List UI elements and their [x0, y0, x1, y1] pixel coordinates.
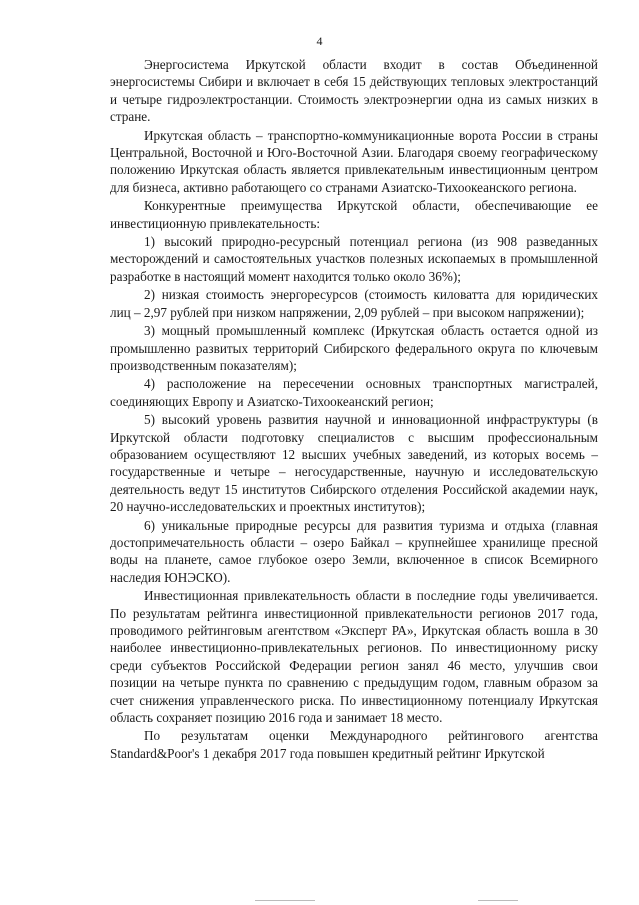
- scan-edge-mark: [478, 900, 518, 901]
- list-item-tourism: 6) уникальные природные ресурсы для развития туризма и отдыха (главная достопримечательность области – озеро Байкал – крупнейшее хранилище пресной воды на планете, самое глубокое озеро Земли, включенное в список Всемирного наследия ЮНЭСКО).: [110, 517, 598, 585]
- list-item-science: 5) высокий уровень развития научной и инновационной инфраструктуры (в Иркутской области подготовку специалистов с высшим профессиональным образованием осуществляют 12 высших учебных заведений, из которых восемь – государственные и четыре – негосударственные, научную и исследовательскую деятельность ведут 15 институтов Сибирского отделения Российской академии наук, 20 научно-исследовательских и проектных институтов);: [110, 412, 598, 515]
- page-number: 4: [316, 34, 323, 48]
- paragraph-investment-rating: Инвестиционная привлекательность области в последние годы увеличивается. По результатам рейтинга инвестиционной привлекательности регионов 2017 года, проводимого рейтинговым агентством «Эксперт РА», Иркутская область вошла в 30 наиболее инвестиционно-привлекательных регионов. По инвестиционному риску среди субъектов Российской Федерации регион занял 46 место, улучшив свои позиции на четыре пункта по сравнению с предыдущим годом, главным образом за счет снижения управленческого риска. По инвестиционному потенциалу Иркутская область сохраняет позицию 2016 года и занимает 18 место.: [110, 588, 598, 726]
- list-item-industry: 3) мощный промышленный комплекс (Иркутская область остается одной из промышленно развитых территорий Сибирского федерального округа по ключевым производственным показателям);: [110, 323, 598, 373]
- paragraph-credit-rating: По результатам оценки Международного рейтингового агентства Standard&Poor's 1 декабря 2017 года повышен кредитный рейтинг Иркутской: [110, 728, 598, 761]
- paragraph-transport-gateway: Иркутская область – транспортно-коммуникационные ворота России в страны Центральной, Восточной и Юго-Восточной Азии. Благодаря своему географическому положению Иркутская область является привлекательным инвестиционным центром для бизнеса, активно работающего со странами Азиатско-Тихоокеанского региона.: [110, 127, 598, 195]
- scan-edge-mark: [255, 900, 315, 901]
- list-item-resources: 1) высокий природно-ресурсный потенциал региона (из 908 разведанных месторождений и самостоятельных участков полезных ископаемых в промышленной разработке в настоящий момент находится только около 36%);: [110, 234, 598, 284]
- paragraph-advantages-intro: Конкурентные преимущества Иркутской области, обеспечивающие ее инвестиционную привлекательность:: [110, 198, 598, 231]
- list-item-transport: 4) расположение на пересечении основных транспортных магистралей, соединяющих Европу и Азиатско-Тихоокеанский регион;: [110, 376, 598, 409]
- list-item-energy-cost: 2) низкая стоимость энергоресурсов (стоимость киловатта для юридических лиц – 2,97 рублей при низком напряжении, 2,09 рублей – при высоком напряжении);: [110, 287, 598, 320]
- paragraph-energy-system: Энергосистема Иркутской области входит в состав Объединенной энергосистемы Сибири и включает в себя 15 действующих тепловых электростанций и четыре гидроэлектростанции. Стоимость электроэнергии одна из самых низких в стране.: [110, 57, 598, 125]
- document-body: [110, 56, 598, 762]
